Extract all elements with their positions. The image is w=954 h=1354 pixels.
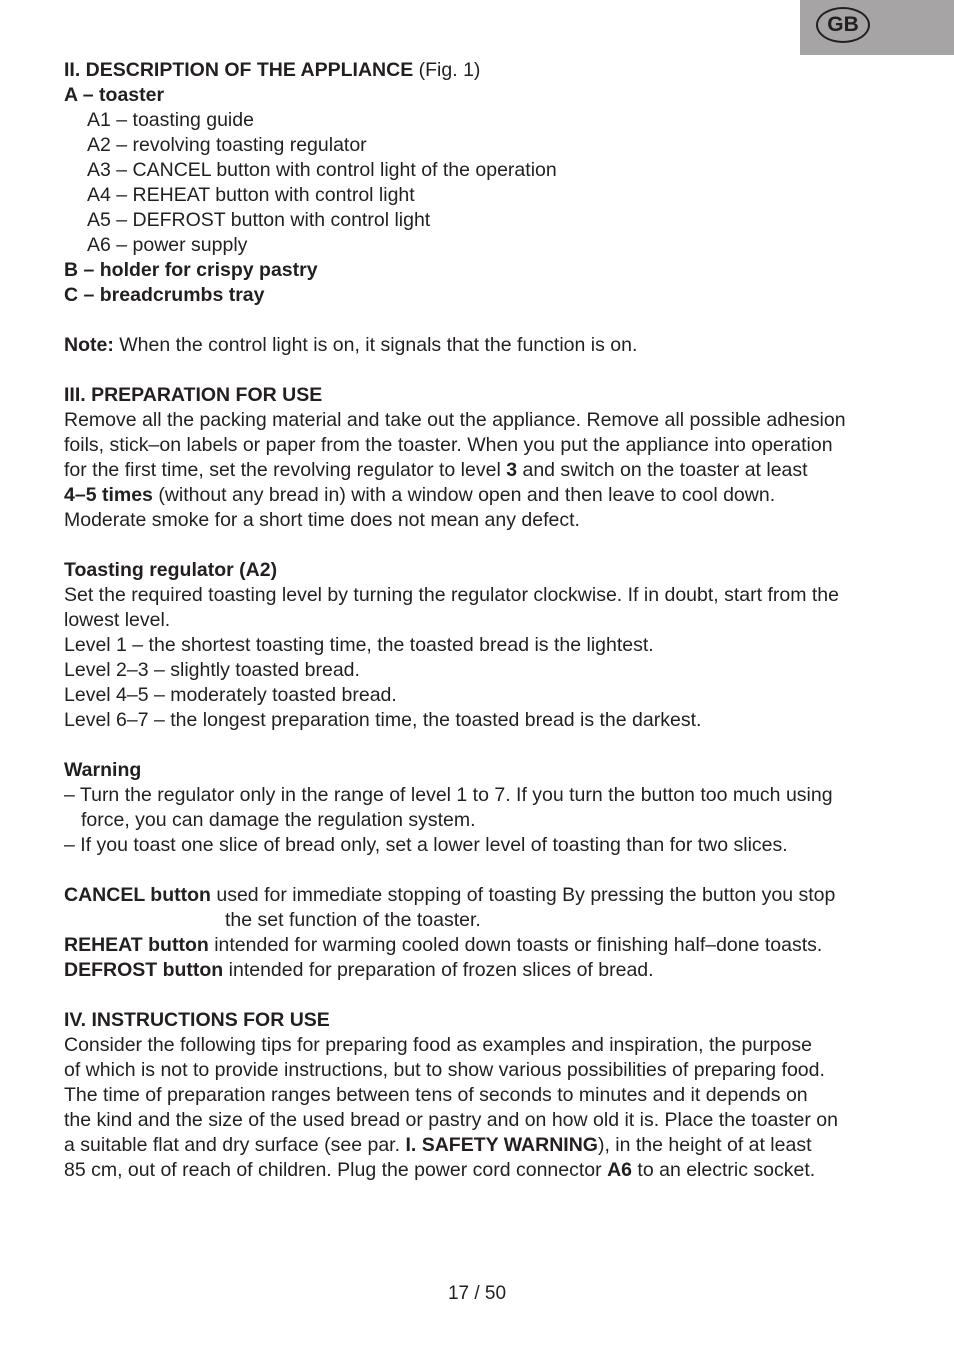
preparation-line-2: foils, stick–on labels or paper from the toaster. When you put the appliance into operation	[64, 434, 833, 456]
preparation-line-4: 4–5 times (without any bread in) with a window open and then leave to cool down.	[64, 484, 776, 506]
section-2-heading: II. DESCRIPTION OF THE APPLIANCE (Fig. 1)	[64, 59, 481, 81]
section-3-heading: III. PREPARATION FOR USE	[64, 384, 323, 406]
item-c: C – breadcrumbs tray	[64, 284, 265, 306]
item-a5: A5 – DEFROST button with control light	[87, 209, 431, 231]
item-b: B – holder for crispy pastry	[64, 259, 318, 281]
reheat-button-desc: REHEAT button intended for warming cooled down toasts or finishing half–done toasts.	[64, 934, 823, 956]
instructions-line-2: of which is not to provide instructions, but to show various possibilities of preparing food.	[64, 1059, 825, 1081]
page-number: 17 / 50	[447, 1283, 507, 1304]
warning-line-3: – If you toast one slice of bread only, set a lower level of toasting than for two slices.	[64, 834, 788, 856]
regulator-line-1: Set the required toasting level by turning the regulator clockwise. If in doubt, start from the	[64, 584, 839, 606]
item-a2: A2 – revolving toasting regulator	[87, 134, 367, 156]
instructions-line-6: 85 cm, out of reach of children. Plug the power cord connector A6 to an electric socket.	[64, 1159, 816, 1181]
defrost-button-desc: DEFROST button intended for preparation of frozen slices of bread.	[64, 959, 654, 981]
warning-line-2: force, you can damage the regulation system.	[81, 809, 476, 831]
item-a3: A3 – CANCEL button with control light of the operation	[87, 159, 557, 181]
instructions-line-5: a suitable flat and dry surface (see par. I. SAFETY WARNING), in the height of at least	[64, 1134, 812, 1156]
language-badge: GB	[816, 7, 870, 43]
regulator-line-2: lowest level.	[64, 609, 171, 631]
regulator-level-2-3: Level 2–3 – slightly toasted bread.	[64, 659, 360, 681]
instructions-line-4: the kind and the size of the used bread or pastry and on how old it is. Place the toaster on	[64, 1109, 838, 1131]
regulator-level-1: Level 1 – the shortest toasting time, the toasted bread is the lightest.	[64, 634, 654, 656]
regulator-heading: Toasting regulator (A2)	[64, 559, 278, 581]
item-a4: A4 – REHEAT button with control light	[87, 184, 415, 206]
cancel-button-desc: CANCEL button used for immediate stopping of toasting By pressing the button you stop	[64, 884, 836, 906]
instructions-line-3: The time of preparation ranges between tens of seconds to minutes and it depends on	[64, 1084, 808, 1106]
cancel-button-desc-cont: the set function of the toaster.	[225, 909, 481, 931]
preparation-line-5: Moderate smoke for a short time does not mean any defect.	[64, 509, 580, 531]
preparation-line-3: for the first time, set the revolving regulator to level 3 and switch on the toaster at least	[64, 459, 808, 481]
instructions-line-1: Consider the following tips for preparing food as examples and inspiration, the purpose	[64, 1034, 812, 1056]
item-a6: A6 – power supply	[87, 234, 248, 256]
regulator-level-6-7: Level 6–7 – the longest preparation time, the toasted bread is the darkest.	[64, 709, 702, 731]
section-4-heading: IV. INSTRUCTIONS FOR USE	[64, 1009, 330, 1031]
page-content	[64, 58, 894, 1183]
language-tab	[800, 0, 954, 55]
regulator-level-4-5: Level 4–5 – moderately toasted bread.	[64, 684, 397, 706]
note: Note: When the control light is on, it signals that the function is on.	[64, 334, 638, 356]
warning-line-1: – Turn the regulator only in the range of level 1 to 7. If you turn the button too much using	[64, 784, 833, 806]
warning-heading: Warning	[64, 759, 142, 781]
item-a1: A1 – toasting guide	[87, 109, 254, 131]
preparation-line-1: Remove all the packing material and take out the appliance. Remove all possible adhesion	[64, 409, 846, 431]
item-a: A – toaster	[64, 84, 165, 106]
